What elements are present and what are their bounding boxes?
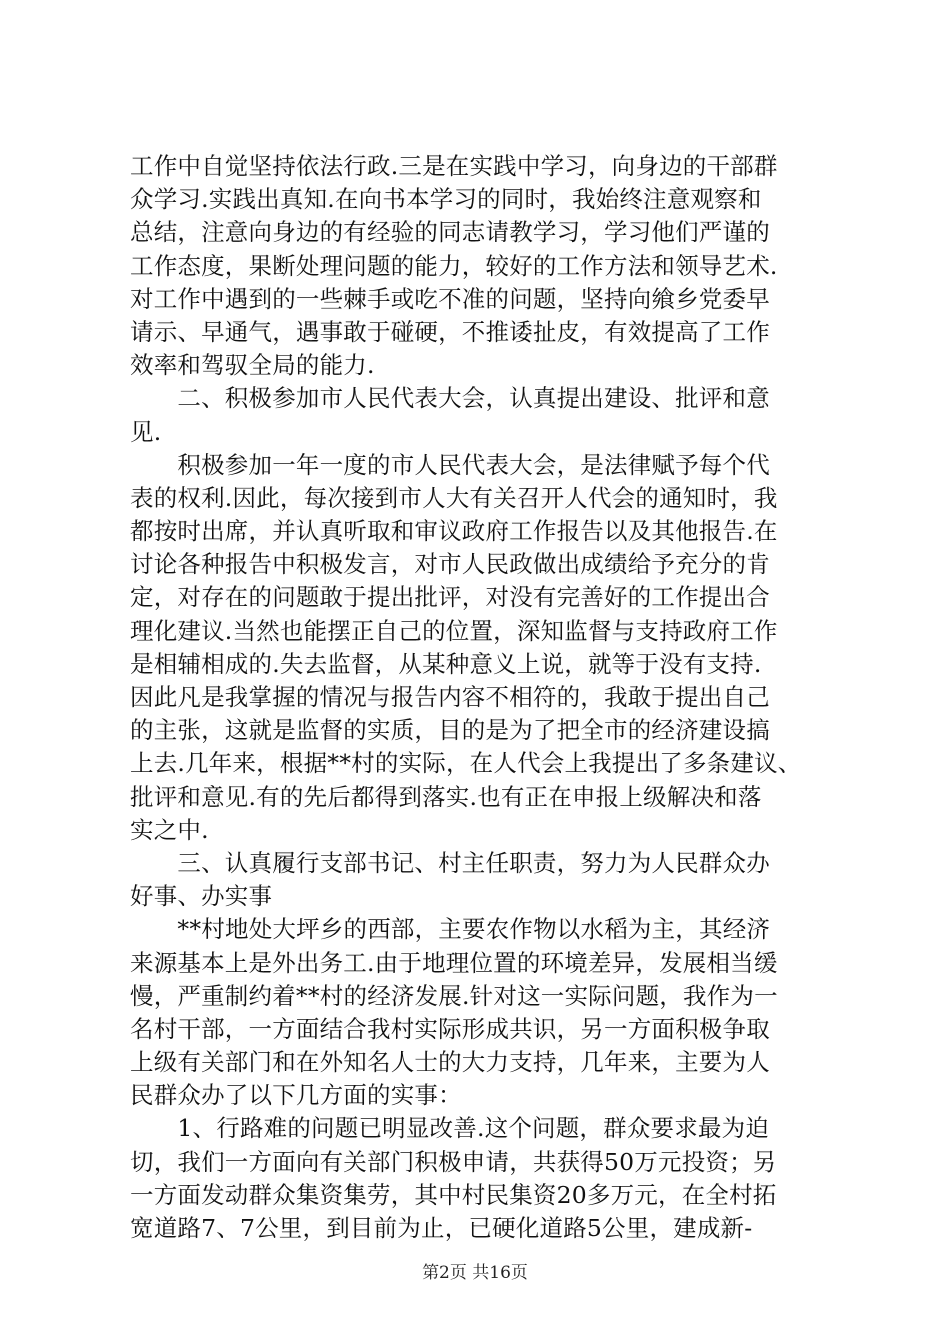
- text-line: 民群众办了以下几方面的实事：: [130, 1081, 462, 1110]
- section-heading-line: 三、认真履行支部书记、村主任职责，努力为人民群众办: [130, 848, 770, 877]
- text-line: 宽道路7、7公里，到目前为止，已硬化道路5公里，建成新-: [130, 1214, 753, 1242]
- page-footer: [0, 1258, 950, 1283]
- text-line: 都按时出席，并认真听取和审议政府工作报告以及其他报告.在: [130, 517, 778, 546]
- page-number: 第2页 共16页: [422, 1263, 528, 1283]
- text-line: 慢，严重制约着**村的经济发展.针对这一实际问题，我作为一: [130, 981, 778, 1010]
- text-line: 批评和意见.有的先后都得到落实.也有正在申报上级解决和落: [130, 782, 762, 811]
- text-line: 一方面发动群众集资集劳，其中村民集资20多万元，在全村拓: [130, 1180, 777, 1209]
- section-heading-line: 二、积极参加市人民代表大会，认真提出建设、批评和意: [130, 384, 770, 413]
- text-line: 是相辅相成的.失去监督，从某种意义上说，就等于没有支持.: [130, 649, 762, 678]
- text-line: 来源基本上是外出务工.由于地理位置的环境差异，发展相当缓: [130, 948, 778, 977]
- text-line: 积极参加一年一度的市人民代表大会，是法律赋予每个代: [130, 450, 770, 479]
- text-line: 工作态度，果断处理问题的能力，较好的工作方法和领导艺术.: [130, 251, 778, 280]
- section-heading-line: 见.: [130, 417, 162, 446]
- text-line: 工作中自觉坚持依法行政.三是在实践中学习，向身边的干部群: [130, 152, 778, 180]
- text-line: 讨论各种报告中积极发言，对市人民政做出成绩给予充分的肯: [130, 550, 770, 579]
- text-line: 切，我们一方面向有关部门积极申请，共获得50万元投资；另: [130, 1147, 777, 1176]
- text-line: **村地处大坪乡的西部，主要农作物以水稻为主，其经济: [130, 915, 771, 944]
- text-line: 请示、早通气，遇事敢于碰硬，不推诿扯皮，有效提高了工作: [130, 317, 770, 346]
- text-line: 对工作中遇到的一些棘手或吃不准的问题，坚持向飨乡党委早: [130, 284, 770, 313]
- text-line: 总结，注意向身边的有经验的同志请教学习，学习他们严谨的: [130, 218, 770, 247]
- text-line: 1、行路难的问题已明显改善.这个问题，群众要求最为迫: [130, 1114, 770, 1143]
- text-line: 效率和驾驭全局的能力.: [130, 351, 375, 380]
- text-line: 实之中.: [130, 815, 209, 844]
- document-body: [130, 150, 830, 1245]
- text-line: 众学习.实践出真知.在向书本学习的同时，我始终注意观察和: [130, 185, 762, 214]
- text-line: 理化建议.当然也能摆正自己的位置，深知监督与支持政府工作: [130, 616, 778, 645]
- text-line: 上级有关部门和在外知名人士的大力支持，几年来，主要为人: [130, 1048, 770, 1077]
- text-line: 名村干部，一方面结合我村实际形成共识，另一方面积极争取: [130, 1014, 770, 1043]
- text-line: 上去.几年来，根据**村的实际，在人代会上我提出了多条建议、: [130, 749, 802, 778]
- text-line: 因此凡是我掌握的情况与报告内容不相符的，我敢于提出自己: [130, 683, 770, 711]
- text-line: 表的权利.因此，每次接到市人大有关召开人代会的通知时，我: [130, 483, 778, 512]
- text-line: 的主张，这就是监督的实质，目的是为了把全市的经济建设搞: [130, 716, 770, 745]
- text-line: 定，对存在的问题敢于提出批评，对没有完善好的工作提出合: [130, 583, 770, 612]
- section-heading-line: 好事、办实事: [130, 882, 273, 911]
